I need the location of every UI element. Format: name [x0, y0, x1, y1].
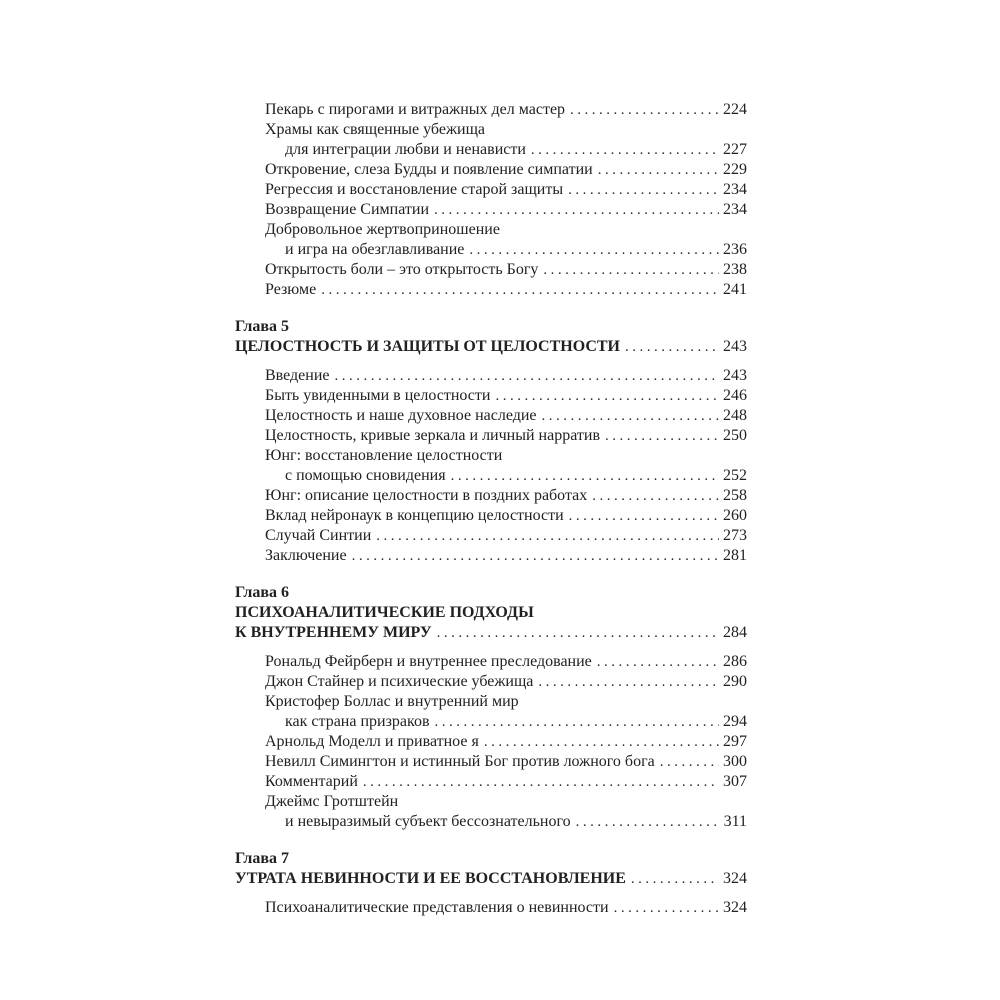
toc-entry-line-continuation	[235, 812, 747, 832]
dot-leader	[631, 869, 719, 889]
section-title: Заключение	[265, 547, 347, 564]
chapter-title: К ВНУТРЕННЕМУ МИРУ	[235, 624, 432, 641]
toc-entry-line	[235, 546, 747, 566]
section-title: для интеграции любви и ненависти	[285, 141, 526, 158]
section-title: как страна призраков	[285, 713, 430, 730]
page-number: 229	[723, 161, 747, 178]
page-number: 284	[723, 624, 747, 641]
dot-leader	[376, 526, 719, 546]
toc-entry-line	[235, 366, 747, 386]
toc-entry-line	[235, 160, 747, 180]
toc-entry-line	[235, 603, 747, 623]
section-title: Вклад нейронаук в концепцию целостности	[265, 507, 564, 524]
section-title: Введение	[265, 367, 330, 384]
section-title: Храмы как священные убежища	[265, 121, 485, 138]
toc-entry-line	[235, 692, 747, 712]
page-number: 241	[723, 281, 747, 298]
toc-entry-line	[235, 180, 747, 200]
page-number: 260	[723, 507, 747, 524]
toc-entry-line	[235, 426, 747, 446]
toc-entry	[235, 546, 747, 566]
dot-leader	[352, 546, 719, 566]
section-title: Кристофер Боллас и внутренний мир	[265, 693, 519, 710]
section-title: Регрессия и восстановление старой защиты	[265, 181, 564, 198]
chapter-title: ЦЕЛОСТНОСТЬ И ЗАЩИТЫ ОТ ЦЕЛОСТНОСТИ	[235, 338, 620, 355]
toc-entry-line-continuation	[235, 140, 747, 160]
toc-entry	[235, 280, 747, 300]
dot-leader	[660, 752, 719, 772]
toc-entry	[235, 732, 747, 752]
toc-entry-line	[235, 506, 747, 526]
dot-leader	[531, 140, 719, 160]
toc-entry-line	[235, 732, 747, 752]
dot-leader	[435, 712, 719, 732]
toc-entry	[235, 486, 747, 506]
dot-leader	[625, 337, 719, 357]
page-number: 300	[723, 753, 747, 770]
page-number: 297	[723, 733, 747, 750]
dot-leader	[451, 466, 719, 486]
table-of-contents	[235, 100, 747, 918]
toc-entry	[235, 220, 747, 260]
toc-entry	[235, 337, 747, 357]
toc-entry-line-continuation	[235, 712, 747, 732]
page-number: 243	[723, 338, 747, 355]
dot-leader	[597, 652, 719, 672]
toc-entry	[235, 200, 747, 220]
page-number: 294	[723, 713, 747, 730]
toc-entry-line	[235, 220, 747, 240]
toc-entry	[235, 752, 747, 772]
page-number: 248	[723, 407, 747, 424]
dot-leader	[614, 898, 719, 918]
page-number: 252	[723, 467, 747, 484]
page-number: 307	[723, 773, 747, 790]
dot-leader	[543, 260, 719, 280]
toc-entry	[235, 100, 747, 120]
toc-entry-line	[235, 337, 747, 357]
toc-entry-line	[235, 792, 747, 812]
page-number: 238	[723, 261, 747, 278]
dot-leader	[434, 200, 719, 220]
toc-entry	[235, 603, 747, 643]
page-number: 234	[723, 181, 747, 198]
toc-entry-line	[235, 386, 747, 406]
toc-entry	[235, 898, 747, 918]
chapter-label: Глава 5	[235, 318, 289, 335]
section-title: Пекарь с пирогами и витражных дел мастер	[265, 101, 566, 118]
section-title: Открытость боли – это открытость Богу	[265, 261, 539, 278]
toc-entry	[235, 526, 747, 546]
toc-entry-line-continuation	[235, 623, 747, 643]
toc-entry-line	[235, 869, 747, 889]
section-title: Добровольное жертвоприношение	[265, 221, 500, 238]
section-title: Психоаналитические представления о невинности	[265, 899, 609, 916]
page-number: 311	[723, 813, 747, 830]
dot-leader	[592, 486, 719, 506]
page-number: 281	[723, 547, 747, 564]
dot-leader	[484, 732, 719, 752]
section-title: и игра на обезглавливание	[285, 241, 465, 258]
page-number: 227	[723, 141, 747, 158]
toc-entry-line	[235, 446, 747, 466]
dot-leader	[568, 180, 719, 200]
dot-leader	[469, 240, 719, 260]
toc-entry-line	[235, 526, 747, 546]
toc-entry-line-continuation	[235, 466, 747, 486]
chapter-label: Глава 7	[235, 850, 289, 867]
toc-entry	[235, 120, 747, 160]
section-title: Возвращение Симпатии	[265, 201, 430, 218]
toc-entry-line	[235, 406, 747, 426]
section-title: Резюме	[265, 281, 317, 298]
page-number: 290	[723, 673, 747, 690]
section-title: Юнг: описание целостности в поздних работах	[265, 487, 588, 504]
page-number: 246	[723, 387, 747, 404]
toc-entry-line	[235, 672, 747, 692]
toc-entry	[235, 366, 747, 386]
section-title: Быть увиденными в целостности	[265, 387, 491, 404]
dot-leader	[321, 280, 719, 300]
toc-entry	[235, 772, 747, 792]
dot-leader	[576, 812, 720, 832]
toc-entry	[235, 849, 747, 869]
toc-entry	[235, 180, 747, 200]
toc-entry-line	[235, 898, 747, 918]
page-number: 324	[723, 899, 747, 916]
toc-entry-line	[235, 583, 747, 603]
section-title: и невыразимый субъект бессознательного	[285, 813, 571, 830]
toc-entry	[235, 160, 747, 180]
page-number: 286	[723, 653, 747, 670]
dot-leader	[363, 772, 719, 792]
section-title: Целостность, кривые зеркала и личный нарратив	[265, 427, 600, 444]
dot-leader	[542, 406, 719, 426]
page-number: 234	[723, 201, 747, 218]
section-title: Случай Синтии	[265, 527, 372, 544]
section-title: Юнг: восстановление целостности	[265, 447, 503, 464]
toc-entry	[235, 869, 747, 889]
page-number: 224	[723, 101, 747, 118]
toc-entry	[235, 692, 747, 732]
toc-entry	[235, 260, 747, 280]
toc-entry	[235, 386, 747, 406]
dot-leader	[437, 623, 719, 643]
chapter-label: Глава 6	[235, 584, 289, 601]
dot-leader	[569, 506, 719, 526]
toc-entry-line	[235, 200, 747, 220]
toc-entry	[235, 672, 747, 692]
section-title: Арнольд Моделл и приватное я	[265, 733, 479, 750]
toc-entry	[235, 792, 747, 832]
toc-entry	[235, 506, 747, 526]
chapter-title: УТРАТА НЕВИННОСТИ И ЕЕ ВОССТАНОВЛЕНИЕ	[235, 870, 626, 887]
toc-entry-line	[235, 849, 747, 869]
toc-entry-line-continuation	[235, 240, 747, 260]
toc-entry-line	[235, 120, 747, 140]
section-title: Комментарий	[265, 773, 358, 790]
toc-entry	[235, 317, 747, 337]
page-number: 258	[723, 487, 747, 504]
section-title: Рональд Фейрберн и внутреннее преследование	[265, 653, 592, 670]
toc-entry-line	[235, 260, 747, 280]
dot-leader	[598, 160, 719, 180]
page-number: 250	[723, 427, 747, 444]
toc-entry-line	[235, 752, 747, 772]
page-number: 273	[723, 527, 747, 544]
toc-entry-line	[235, 772, 747, 792]
toc-entry-line	[235, 317, 747, 337]
toc-entry	[235, 583, 747, 603]
toc-entry-line	[235, 652, 747, 672]
dot-leader	[605, 426, 719, 446]
page-number: 236	[723, 241, 747, 258]
section-title: с помощью сновидения	[285, 467, 446, 484]
section-title: Откровение, слеза Будды и появление симпатии	[265, 161, 593, 178]
toc-entry	[235, 406, 747, 426]
section-title: Джеймс Гротштейн	[265, 793, 399, 810]
section-title: Джон Стайнер и психические убежища	[265, 673, 534, 690]
section-title: Целостность и наше духовное наследие	[265, 407, 537, 424]
dot-leader	[538, 672, 719, 692]
page-number: 324	[723, 870, 747, 887]
toc-entry	[235, 446, 747, 486]
toc-entry-line	[235, 100, 747, 120]
toc-entry-line	[235, 280, 747, 300]
chapter-title: ПСИХОАНАЛИТИЧЕСКИЕ ПОДХОДЫ	[235, 604, 534, 621]
toc-entry-line	[235, 486, 747, 506]
dot-leader	[570, 100, 719, 120]
toc-entry	[235, 426, 747, 446]
section-title: Невилл Симингтон и истинный Бог против ложного бога	[265, 753, 655, 770]
dot-leader	[335, 366, 720, 386]
toc-entry	[235, 652, 747, 672]
dot-leader	[495, 386, 719, 406]
page-number: 243	[723, 367, 747, 384]
